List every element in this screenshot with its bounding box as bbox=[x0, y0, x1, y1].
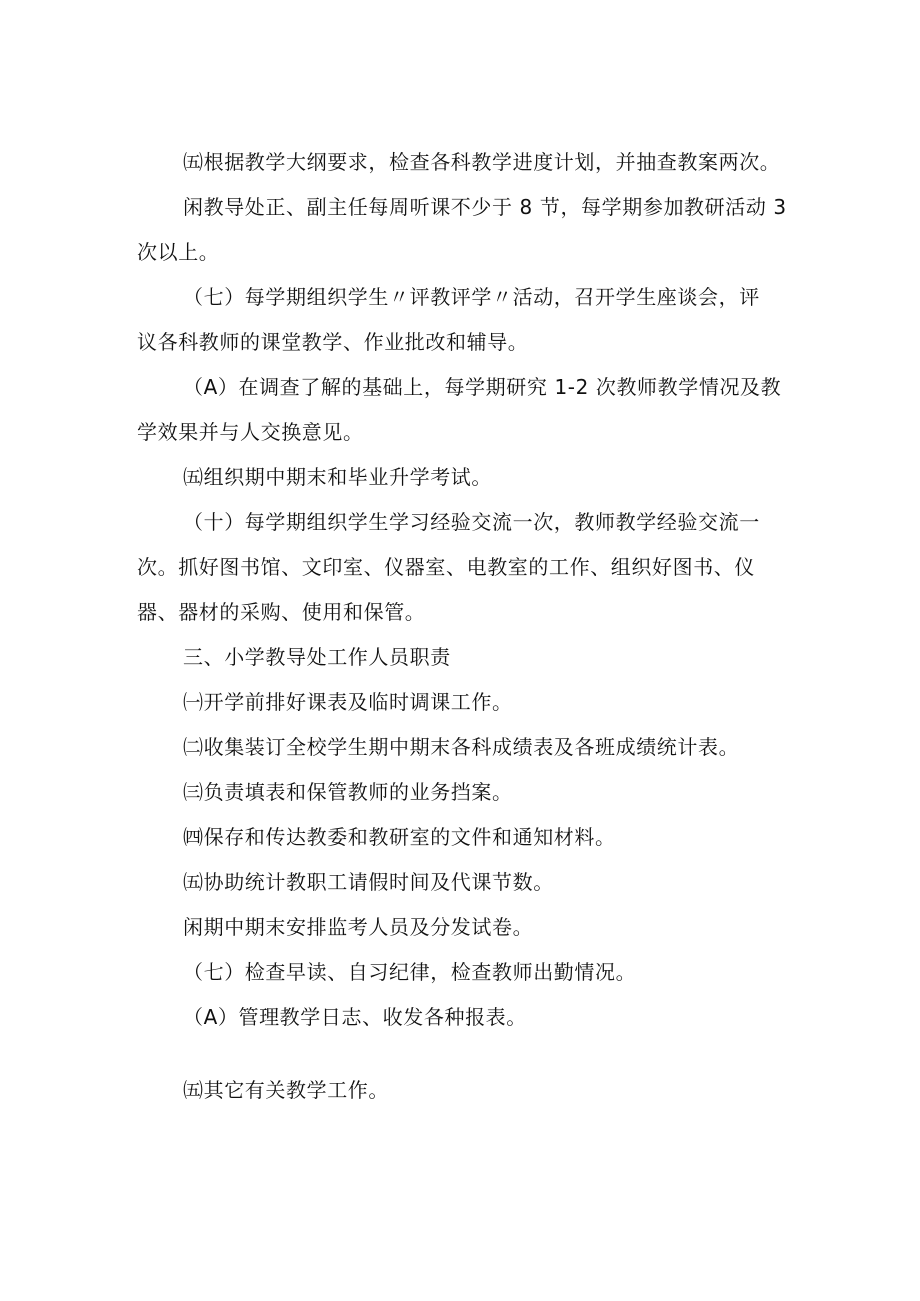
text-line-8: ㈤组织期中期末和毕业升学考试。 bbox=[183, 465, 492, 489]
text-line-14: ㈡收集装订全校学生期中期末各科成绩表及各班成绩统计表。 bbox=[183, 735, 740, 759]
text-line-17: ㈤协助统计教职工请假时间及代课节数。 bbox=[183, 870, 554, 894]
text-line-6: （A）在调查了解的基础上，每学期研究 1-2 次教师教学情况及教 bbox=[183, 375, 782, 399]
text-line-18: 闲期中期末安排监考人员及分发试卷。 bbox=[183, 915, 534, 939]
text-line-5: 议各科教师的课堂教学、作业批改和辅导。 bbox=[137, 330, 529, 354]
text-line-10: 次。抓好图书馆、文印室、仪器室、电教室的工作、组织好图书、仪 bbox=[137, 555, 755, 579]
text-line-3: 次以上。 bbox=[137, 240, 220, 264]
text-line-2: 闲教导处正、副主任每周听课不少于 8 节，每学期参加教研活动 3 bbox=[183, 195, 787, 219]
text-line-19: （七）检查早读、自习纪律，检查教师出勤情况。 bbox=[183, 960, 637, 984]
text-line-11: 器、器材的采购、使用和保管。 bbox=[137, 600, 426, 624]
text-line-1: ㈤根据教学大纲要求，检查各科教学进度计划，并抽查教案两次。 bbox=[183, 150, 781, 174]
text-line-15: ㈢负责填表和保管教师的业务挡案。 bbox=[183, 780, 513, 804]
text-line-16: ㈣保存和传达教委和教研室的文件和通知材料。 bbox=[183, 825, 616, 849]
section-heading: 三、小学教导处工作人员职责 bbox=[183, 645, 451, 669]
text-line-13: ㈠开学前排好课表及临时调课工作。 bbox=[183, 690, 513, 714]
text-line-4: （七）每学期组织学生〃评教评学〃活动，召开学生座谈会，评 bbox=[183, 285, 760, 309]
text-line-7: 学效果并与人交换意见。 bbox=[137, 420, 364, 444]
text-line-21: ㈤其它有关教学工作。 bbox=[183, 1078, 389, 1102]
text-line-9: （十）每学期组织学生学习经验交流一次，教师教学经验交流一 bbox=[183, 510, 760, 534]
text-line-20: （A）管理教学日志、收发各种报表。 bbox=[183, 1005, 527, 1029]
